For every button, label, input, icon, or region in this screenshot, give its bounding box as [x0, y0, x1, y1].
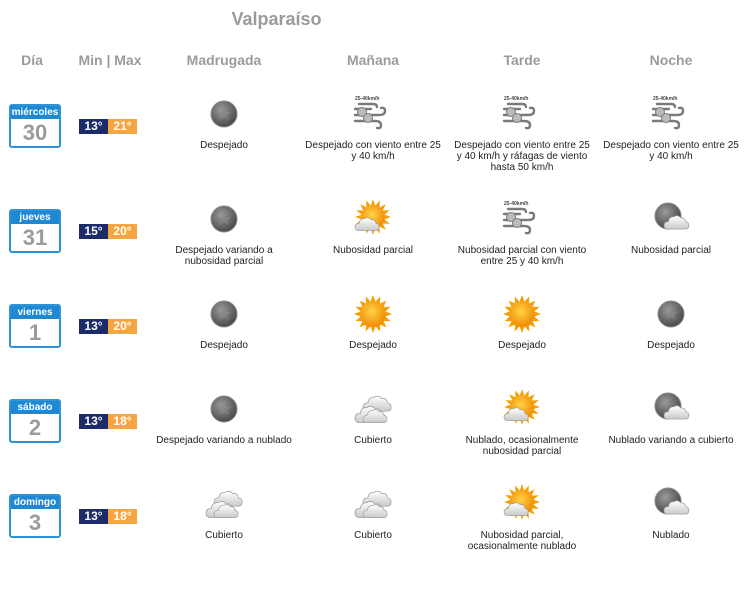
forecast-row	[0, 201, 749, 304]
date-badge	[9, 104, 61, 148]
moon-clear-icon	[204, 294, 244, 334]
forecast-description: Despejado	[200, 340, 248, 351]
forecast-description: Nubosidad parcial	[630, 245, 712, 256]
page-title: Valparaíso	[231, 9, 322, 29]
header-tarde: Tarde	[503, 52, 541, 68]
forecast-description: Despejado con viento entre 25 y 40 km/h	[603, 140, 739, 162]
forecast-description: Nublado	[652, 530, 690, 541]
wind-speed-label: 25-40km/h	[504, 201, 529, 207]
wind-speed-label: 25-40km/h	[653, 96, 678, 102]
forecast-cell	[302, 389, 444, 481]
cloud-icon	[204, 484, 244, 524]
temp-min: 13°	[79, 414, 108, 429]
cloud-icon	[353, 389, 393, 429]
forecast-description: Nublado variando a cubierto	[608, 435, 734, 446]
forecast-cell	[153, 199, 295, 291]
header-manana: Mañana	[346, 52, 400, 68]
temp-max: 18°	[108, 414, 137, 429]
day-name: miércoles	[11, 107, 59, 118]
forecast-description: Despejado variando a nubosidad parcial	[175, 245, 273, 267]
date-badge	[9, 494, 61, 538]
sun-cloud-icon	[353, 199, 393, 239]
moon-clear-icon	[651, 294, 691, 334]
forecast-description: Cubierto	[354, 530, 392, 541]
forecast-row	[0, 96, 749, 199]
forecast-cell	[153, 94, 295, 186]
temp-max: 21°	[108, 119, 137, 134]
forecast-cell	[153, 389, 295, 481]
forecast-cell	[451, 389, 593, 481]
day-number: 3	[28, 510, 42, 535]
forecast-cell	[600, 199, 742, 291]
forecast-cell	[600, 484, 742, 576]
forecast-cell	[600, 294, 742, 386]
header-madrugada: Madrugada	[186, 52, 262, 68]
header-dia: Día	[21, 52, 43, 68]
sun-cloud-icon	[502, 389, 542, 429]
forecast-description: Despejado	[647, 340, 695, 351]
date-badge	[9, 209, 61, 253]
forecast-row	[0, 304, 749, 399]
forecast-description: Nubosidad parcial, ocasionalmente nublado	[467, 530, 577, 552]
day-number: 31	[22, 225, 48, 250]
header-noche: Noche	[649, 52, 693, 68]
day-number: 2	[28, 415, 42, 440]
temp-max: 18°	[108, 509, 137, 524]
forecast-cell	[153, 294, 295, 386]
wind-icon	[502, 94, 542, 134]
day-number: 1	[28, 320, 42, 345]
forecast-description: Despejado	[498, 340, 546, 351]
forecast-cell	[302, 484, 444, 576]
sun-icon	[353, 294, 393, 334]
forecast-description: Despejado variando a nublado	[156, 435, 292, 446]
day-number: 30	[22, 120, 48, 145]
forecast-cell	[302, 94, 444, 186]
forecast-cell	[153, 484, 295, 576]
temp-min: 13°	[79, 319, 108, 334]
forecast-row	[0, 399, 749, 494]
forecast-description: Nublado, ocasionalmente nubosidad parcial	[465, 435, 579, 457]
moon-clear-icon	[204, 199, 244, 239]
temperature-range	[79, 509, 137, 524]
forecast-row	[0, 494, 749, 589]
forecast-description: Nubosidad parcial	[332, 245, 414, 256]
sun-icon	[502, 294, 542, 334]
forecast-description: Nubosidad parcial con viento entre 25 y 40 km/h	[457, 245, 587, 267]
wind-speed-label: 25-40km/h	[355, 96, 380, 102]
moon-cloud-icon	[651, 199, 691, 239]
temperature-range	[79, 414, 137, 429]
day-name: viernes	[11, 306, 59, 319]
sun-cloud-icon	[502, 484, 542, 524]
forecast-cell	[600, 389, 742, 481]
forecast-cell	[451, 199, 593, 291]
wind-icon	[651, 94, 691, 134]
wind-speed-label: 25-40km/h	[504, 96, 529, 102]
forecast-description: Despejado	[200, 140, 248, 151]
cloud-icon	[353, 484, 393, 524]
temp-min: 13°	[79, 119, 108, 134]
date-badge	[9, 304, 61, 348]
day-name: jueves	[11, 211, 59, 224]
forecast-description: Despejado con viento entre 25 y 40 km/h	[305, 140, 441, 162]
temperature-range	[79, 119, 137, 134]
forecast-cell	[451, 294, 593, 386]
temperature-range	[79, 319, 137, 334]
moon-cloud-icon	[651, 484, 691, 524]
temp-max: 20°	[108, 224, 137, 239]
forecast-cell	[600, 94, 742, 186]
forecast-description: Cubierto	[205, 530, 243, 541]
header-minmax: Min | Max	[78, 52, 142, 68]
date-badge	[9, 399, 61, 443]
moon-clear-icon	[204, 389, 244, 429]
forecast-cell	[451, 484, 593, 576]
temperature-range	[79, 224, 137, 239]
forecast-cell	[302, 199, 444, 291]
forecast-description: Cubierto	[354, 435, 392, 446]
moon-clear-icon	[204, 94, 244, 134]
moon-cloud-icon	[651, 389, 691, 429]
forecast-description: Despejado	[349, 340, 397, 351]
forecast-cell	[451, 94, 593, 186]
day-name: sábado	[11, 401, 59, 414]
forecast-description: Despejado con viento entre 25 y 40 km/h y ráfagas de viento hasta 50 km/h	[454, 140, 590, 173]
temp-max: 20°	[108, 319, 137, 334]
wind-icon	[502, 199, 542, 239]
temp-min: 15°	[79, 224, 108, 239]
wind-icon	[353, 94, 393, 134]
day-name: domingo	[11, 496, 59, 509]
temp-min: 13°	[79, 509, 108, 524]
forecast-cell	[302, 294, 444, 386]
